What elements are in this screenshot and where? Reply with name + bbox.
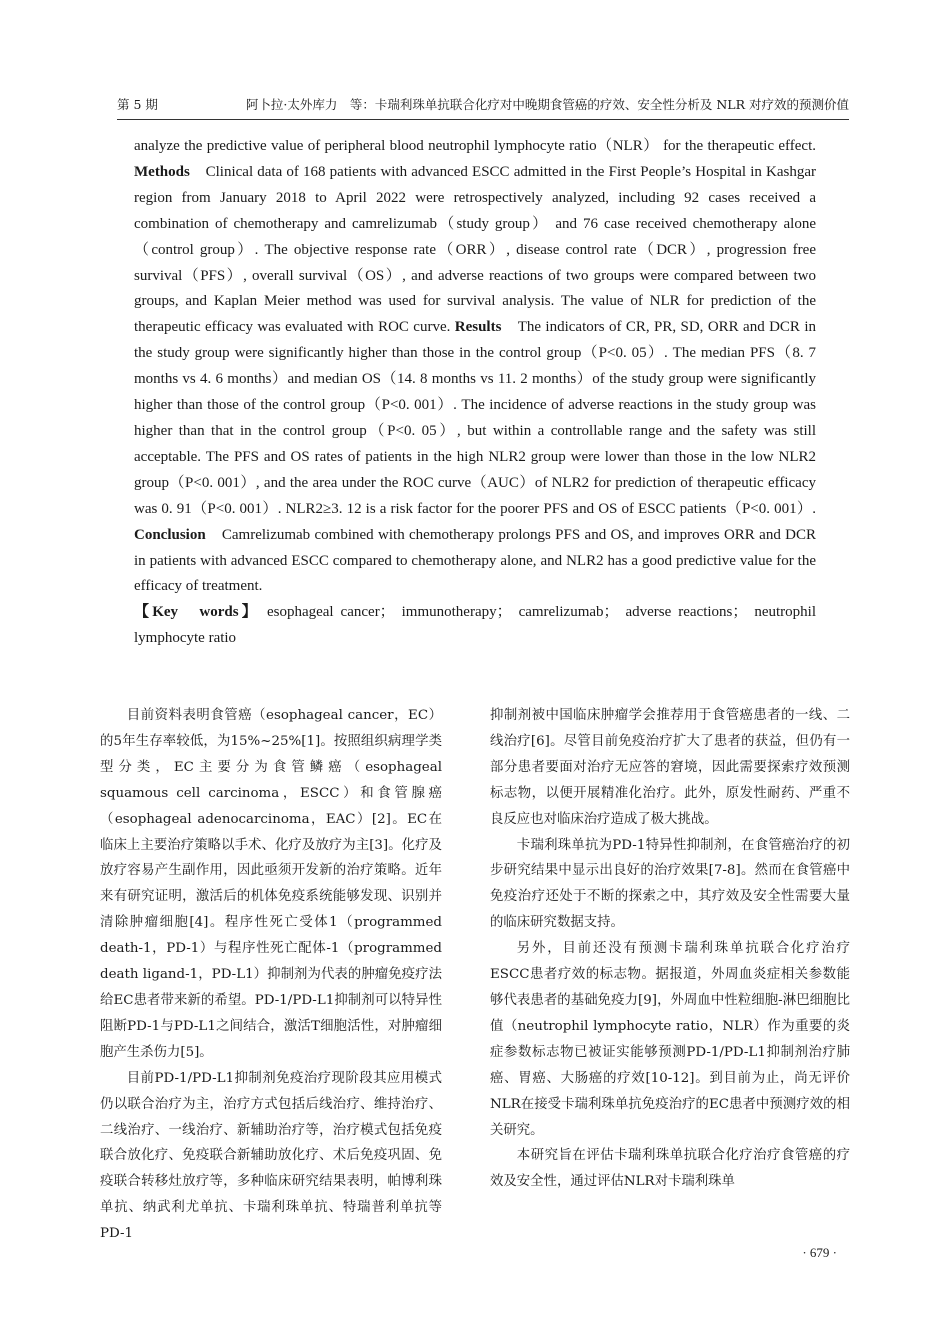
body-column-right — [490, 703, 850, 1195]
keywords-line — [134, 600, 816, 652]
conclusion-label: Conclusion — [134, 526, 206, 543]
results-label: Results — [454, 319, 502, 336]
keywords-text: esophageal cancer； immunotherapy； camrelizumab； adverse reactions； neutrophil lymphocyte ratio — [134, 604, 816, 647]
body-column-left — [100, 703, 442, 1247]
body-paragraph: 目前资料表明食管癌（esophageal cancer，EC）的5年生存率较低，为15%~25%[1]。按照组织病理学类型分类，EC主要分为食管鳞癌（esophageal squamous cell carcinoma，ESCC）和食管腺癌（esophageal adenocarcinoma，EAC）[2]。EC在临床上主要治疗策略以手术、化疗及放疗为主[3]。化疗及放疗容易产生副作用，因此亟须开发新的治疗策略。近年来有研究证明，激活后的机体免疫系统能够发现、识别并清除肿瘤细胞[4]。程序性死亡受体1（programmed death-1，PD-1）与程序性死亡配体-1（programmed death ligand-1，PD-L1）抑制剂为代表的肿瘤免疫疗法给EC患者带来新的希望。PD-1/PD-L1抑制剂可以特异性阻断PD-1与PD-L1之间结合，激活T细胞活性，对肿瘤细胞产生杀伤力[5]。 — [100, 708, 442, 1060]
abstract-text-b: Clinical data of 168 patients with advanced ESCC admitted in the First People’s Hospital in Kashgar region from January 2018 to April 2022 were retrospectively analyzed, including 92 cases received a combination of chemotherapy and camrelizumab（study group） and 76 case received chemotherapy alone（control group）. The objective response rate（ORR）, disease control rate（DCR）, progression free survival（PFS）, overall survival（OS）, and adverse reactions of two groups were compared between two groups, and Kaplan Meier method was used for survival analysis. The value of NLR for prediction of the therapeutic efficacy was evaluated with ROC curve. — [134, 163, 816, 336]
body-paragraph: 本研究旨在评估卡瑞利珠单抗联合化疗治疗食管癌的疗效及安全性，通过评估NLR对卡瑞利珠单 — [490, 1148, 850, 1190]
abstract-text-d: Camrelizumab combined with chemotherapy prolongs PFS and OS, and improves ORR and DCR in patients with advanced ESCC compared to chemotherapy alone, and NLR2 has a good predictive value for the efficacy of treatment. — [134, 526, 816, 595]
abstract-body — [134, 134, 816, 600]
running-header — [117, 93, 849, 120]
body-paragraph: 抑制剂被中国临床肿瘤学会推荐用于食管癌患者的一线、二线治疗[6]。尽管目前免疫治疗扩大了患者的获益，但仍有一部分患者要面对治疗无应答的窘境，因此需要探索疗效预测标志物，以便开展精准化治疗。此外，原发性耐药、严重不良反应也对临床治疗造成了极大挑战。 — [490, 708, 850, 827]
abstract-english — [134, 134, 816, 652]
keywords-label: 【Key words】 — [134, 604, 261, 621]
abstract-text-c: The indicators of CR, PR, SD, ORR and DCR in the study group were significantly higher than those in the control group（P<0. 05）. The median PFS（8. 7 months vs 4. 6 months）and median OS（14. 8 months vs 11. 2 months）of the study group were significantly higher than those of the control group（P<0. 001）. The incidence of adverse reactions in the study group was higher than that in the control group（P<0. 05）, but within a controllable range and the safety was still acceptable. The PFS and OS rates of patients in the high NLR2 group were lower than those in the low NLR2 group（P<0. 001）, and the area under the ROC curve（AUC）of NLR2 for prediction of therapeutic efficacy was 0. 91（P<0. 001）. NLR2≥3. 12 is a risk factor for the poorer PFS and OS of ESCC patients（P<0. 001）. — [134, 319, 817, 517]
article-running-title: 阿卜拉·太外库力 等：卡瑞利珠单抗联合化疗对中晚期食管癌的疗效、安全性分析及 NLR 对疗效的预测价值 — [245, 97, 849, 112]
body-paragraph: 目前PD-1/PD-L1抑制剂免疫治疗现阶段其应用模式仍以联合治疗为主，治疗方式包括后线治疗、维持治疗、二线治疗、一线治疗、新辅助治疗等，治疗模式包括免疫联合放化疗、免疫联合新辅助放化疗、术后免疫巩固、免疫联合转移灶放疗等，多种临床研究结果表明，帕博利珠单抗、纳武利尤单抗、卡瑞利珠单抗、特瑞普利单抗等PD-1 — [100, 1070, 442, 1242]
body-paragraph: 另外，目前还没有预测卡瑞利珠单抗联合化疗治疗ESCC患者疗效的标志物。据报道，外周血炎症相关参数能够代表患者的基础免疫力[9]，外周血中性粒细胞-淋巴细胞比值（neutrophil lymphocyte ratio，NLR）作为重要的炎症参数标志物已被证实能够预测PD-1/PD-L1抑制剂治疗肺癌、胃癌、大肠癌的疗效[10-12]。到目前为止，尚无评价NLR在接受卡瑞利珠单抗免疫治疗的EC患者中预测疗效的相关研究。 — [490, 941, 850, 1138]
body-paragraph: 卡瑞利珠单抗为PD-1特异性抑制剂，在食管癌治疗的初步研究结果中显示出良好的治疗效果[7-8]。然而在食管癌中免疫治疗还处于不断的探索之中，其疗效及安全性需要大量的临床研究数据支持。 — [490, 837, 850, 931]
issue-label: 第 5 期 — [117, 97, 158, 112]
methods-label: Methods — [134, 163, 190, 180]
abstract-text-a: analyze the predictive value of peripheral blood neutrophil lymphocyte ratio（NLR） for the therapeutic effect. — [134, 138, 816, 154]
page-number: · 679 · — [802, 1245, 837, 1260]
